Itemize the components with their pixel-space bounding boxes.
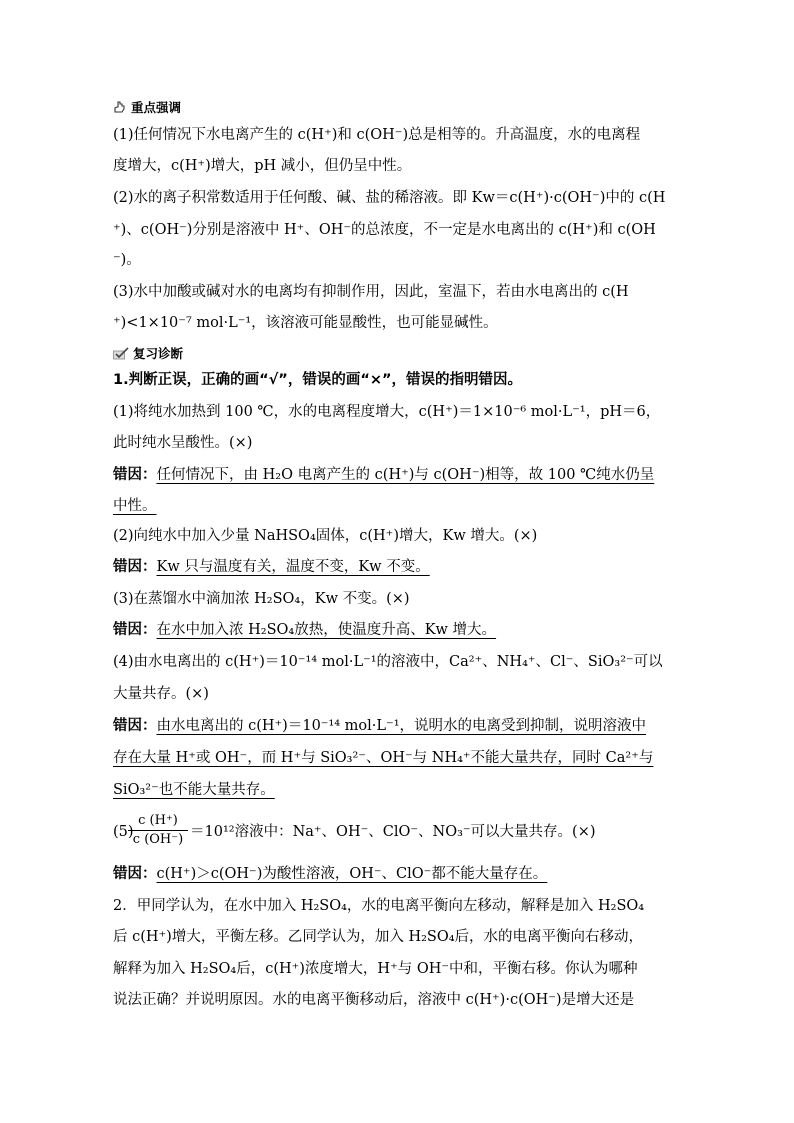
fraction-numerator: c (H⁺) [128, 812, 188, 831]
error-reason-5 [113, 864, 685, 884]
q1-item-5: ＝10¹²溶液中：Na⁺、OH⁻、ClO⁻、NO₃⁻可以大量共存。(×) [190, 824, 596, 840]
fraction-denominator: c (OH⁻) [132, 832, 184, 847]
error-reason-4-line-3: SiO₃²⁻也不能大量共存。 [113, 782, 275, 798]
error-label: 错因： [113, 559, 157, 575]
q1-item-4-line-2: 大量共存。(×) [113, 686, 209, 702]
q1-item-1-line-1: (1)将纯水加热到 100 ℃，水的电离程度增大，c(H⁺)＝1×10⁻⁶ mol·L⁻¹，pH＝6， [113, 404, 661, 420]
error-reason-text: 在水中加入浓 H₂SO₄放热，使温度升高、Kw 增大。 [156, 622, 497, 638]
error-reason-text: c(H⁺)＞c(OH⁻)为酸性溶液，OH⁻、ClO⁻都不能大量存在。 [156, 866, 548, 882]
error-reason-4-line-2: 存在大量 H⁺或 OH⁻，而 H⁺与 SiO₃²⁻、OH⁻与 NH₄⁺不能大量共存，同时 Ca²⁺与 [113, 750, 654, 766]
review-title: 复习诊断 [133, 346, 184, 361]
emphasis-heading [113, 98, 181, 116]
error-reason-3 [113, 620, 685, 640]
emphasis-1-line-1: (1)任何情况下水电离产生的 c(H⁺)和 c(OH⁻)总是相等的。升高温度，水的电离程 [113, 127, 641, 143]
emphasis-2-line-3: ⁻)。 [113, 252, 141, 268]
error-reason-2 [113, 557, 685, 577]
fraction-expression [128, 812, 188, 848]
q1-item-4-line-1: (4)由水电离出的 c(H⁺)＝10⁻¹⁴ mol·L⁻¹的溶液中，Ca²⁺、NH₄⁺、Cl⁻、SiO₃²⁻可以 [113, 654, 663, 670]
error-label: 错因： [113, 866, 157, 882]
q1-item-2: (2)向纯水中加入少量 NaHSO₄固体，c(H⁺)增大，Kw 增大。(×) [113, 528, 538, 544]
review-heading [113, 344, 183, 362]
emphasis-2-line-1: (2)水的离子积常数适用于任何酸、碱、盐的稀溶液。即 Kw＝c(H⁺)·c(OH⁻)中的 c(H [113, 190, 666, 206]
q1-item-1-line-2: 此时纯水呈酸性。(×) [113, 435, 253, 451]
emphasis-3-line-1: (3)水中加酸或碱对水的电离均有抑制作用，因此，室温下，若由水电离出的 c(H [113, 284, 629, 300]
q1-item-5-prefix: (5) [113, 824, 134, 840]
emphasis-3-line-2: ⁺)<1×10⁻⁷ mol·L⁻¹，该溶液可能显酸性，也可能显碱性。 [113, 315, 498, 331]
emphasis-title: 重点强调 [131, 100, 182, 115]
error-label: 错因： [113, 622, 157, 638]
emphasis-1-line-2: 度增大，c(H⁺)增大，pH 减小，但仍呈中性。 [113, 158, 412, 174]
error-label: 错因： [113, 718, 157, 734]
error-reason-text: 由水电离出的 c(H⁺)＝10⁻¹⁴ mol·L⁻¹，说明水的电离受到抑制，说明溶液中 [156, 718, 647, 734]
error-reason-text: 任何情况下，由 H₂O 电离产生的 c(H⁺)与 c(OH⁻)相等，故 100 ℃纯水仍呈 [156, 467, 655, 483]
question-2-line-1: 2．甲同学认为，在水中加入 H₂SO₄，水的电离平衡向左移动，解释是加入 H₂SO₄ [113, 898, 645, 914]
question-2-line-3: 解释为加入 H₂SO₄后，c(H⁺)浓度增大，H⁺与 OH⁻中和，平衡右移。你认为哪种 [113, 961, 638, 977]
emphasis-2-line-2: ⁺)、c(OH⁻)分别是溶液中 H⁺、OH⁻的总浓度，不一定是水电离出的 c(H⁺)和 c(OH [113, 222, 656, 238]
question-2-line-2: 后 c(H⁺)增大，平衡左移。乙同学认为，加入 H₂SO₄后，水的电离平衡向右移动， [113, 929, 644, 945]
q1-item-3: (3)在蒸馏水中滴加浓 H₂SO₄，Kw 不变。(×) [113, 591, 410, 607]
question-1-prompt: 1.判断正误，正确的画“√”，错误的画“×”，错误的指明错因。 [113, 372, 523, 388]
error-reason-4-line-1 [113, 716, 685, 736]
error-label: 错因： [113, 467, 157, 483]
checkmark-icon [113, 347, 129, 360]
error-reason-text: Kw 只与温度有关，温度不变，Kw 不变。 [156, 559, 430, 575]
error-reason-1-line-2: 中性。 [113, 498, 157, 514]
hand-pointer-icon [113, 101, 127, 114]
question-2-line-4: 说法正确？并说明原因。水的电离平衡移动后，溶液中 c(H⁺)·c(OH⁻)是增大还是 [113, 992, 635, 1008]
error-reason-1-line-1 [113, 465, 685, 485]
